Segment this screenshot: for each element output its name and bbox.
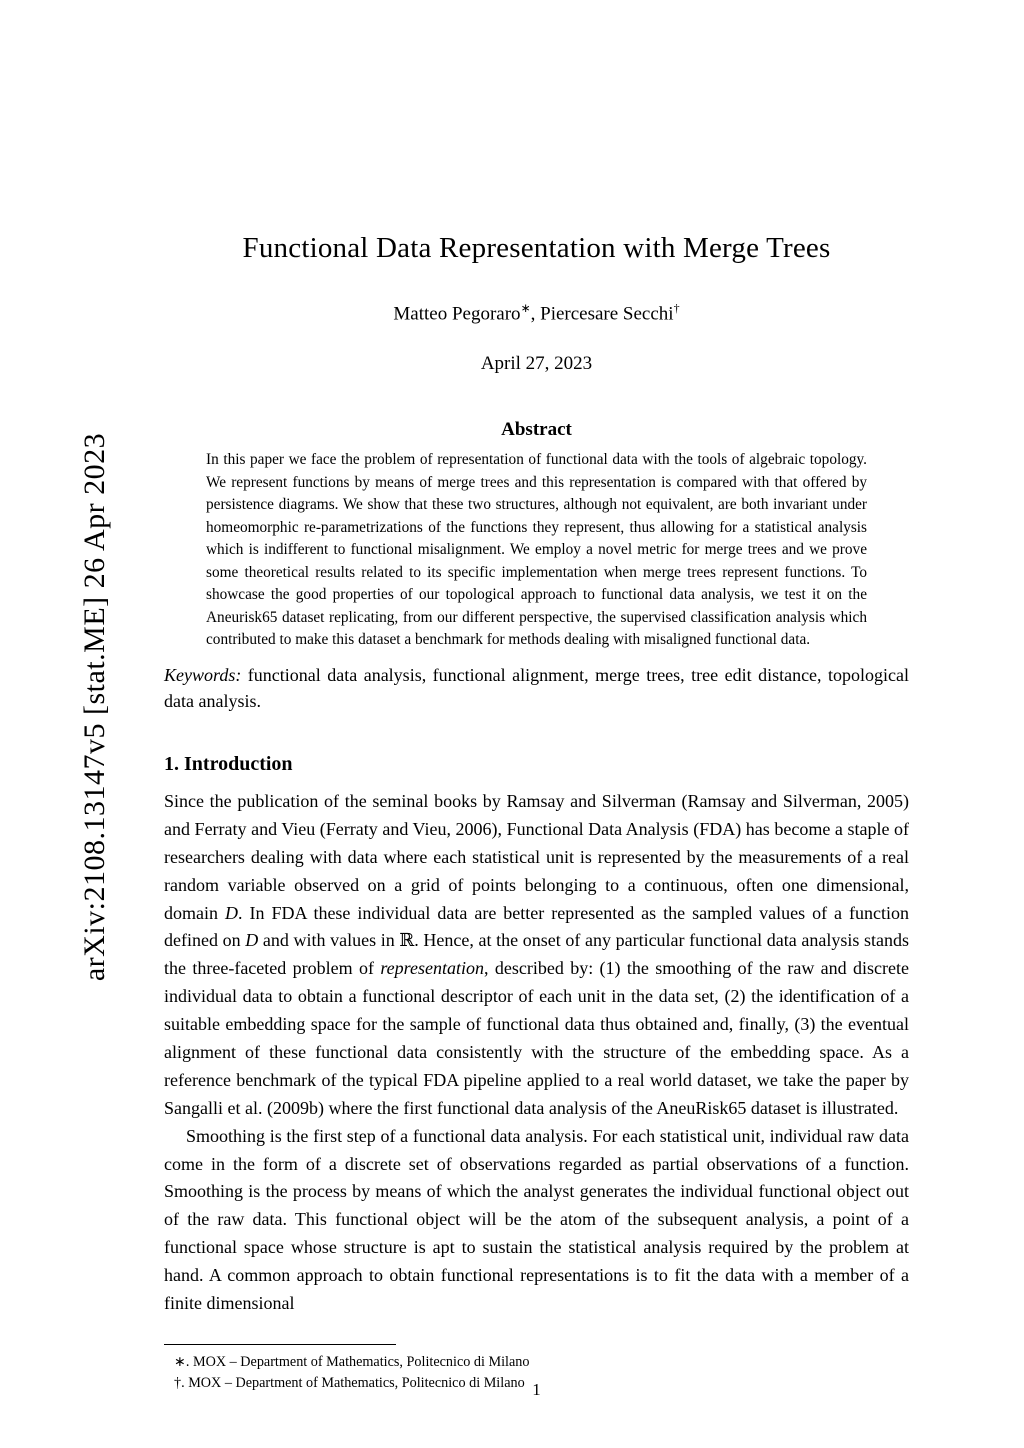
abstract-text: In this paper we face the problem of representation of functional data with the tools of algebraic topology. We represent functions by means of merge trees and this representation is compared with that offered by persistence diagrams. We show that these two structures, although not equivalent, are both invariant under homeomorphic re-parametrizations of the functions they represent, thus allowing for a statistical analysis which is indifferent to functional misalignment. We employ a novel metric for merge trees and we prove some theoretical results related to its specific implementation when merge trees represent functions. To showcase the good properties of our topological approach to functional data analysis, we test it on the Aneurisk65 dataset replicating, from our different perspective, the supervised classification analysis which contributed to make this dataset a benchmark for methods dealing with misaligned functional data.	[206, 451, 867, 649]
para1-real-numbers: ℝ	[399, 930, 415, 952]
keywords-label: Keywords:	[164, 664, 242, 685]
para2-text: Smoothing is the first step of a functional data analysis. For each statistical unit, individual raw data come in the form of a discrete set of observations regarded as partial observations of a function. Smoothing is the process by means of which the analyst generates the individual functional object out of the raw data. This functional object will be the atom of the subsequent analysis, a point of a functional space whose structure is apt to sustain the statistical analysis required by the problem at hand. A common approach to obtain functional representations is to fit the data with a member of a finite dimensional	[164, 1125, 909, 1313]
paragraph-intro-1	[164, 788, 909, 1123]
footnote-author-two: †. MOX – Department of Mathematics, Politecnico di Milano	[174, 1375, 525, 1392]
abstract-section	[206, 419, 867, 651]
para1-part-a: Since the publication of the seminal books by Ramsay and Silverman (Ramsay and Silverman, 2005) and Ferraty and Vieu (Ferraty and Vieu, 2006), Functional Data Analysis (FDA) has become a staple of researchers dealing with data where each statistical unit is represented by the measurements of a real random variable observed on a grid of points belonging to a continuous, often one dimensional, domain	[164, 790, 909, 923]
footnote-divider	[164, 1344, 396, 1345]
author-two-footnote-marker: †	[673, 301, 680, 315]
para1-domain-D: D	[224, 902, 238, 923]
abstract-heading: Abstract	[501, 419, 572, 441]
arxiv-identifier-stamp: arXiv:2108.13147v5 [stat.ME] 26 Apr 2023	[78, 432, 111, 982]
keywords-text: functional data analysis, functional alignment, merge trees, tree edit distance, topological data analysis.	[164, 664, 909, 712]
publication-date: April 27, 2023	[480, 353, 593, 375]
author-list	[164, 301, 909, 325]
paragraph-intro-2	[164, 1123, 909, 1318]
para1-part-b: . In FDA these individual data are better represented as the sampled values of a function defined on	[164, 902, 909, 951]
keywords-line	[164, 662, 909, 715]
page-title: Functional Data Representation with Merge Trees	[242, 232, 831, 264]
page-number: 1	[532, 1380, 541, 1399]
para1-part-e: , described by: (1) the smoothing of the raw and discrete individual data to obtain a functional descriptor of each unit in the data set, (2) the identification of a suitable embedding space for the sample of functional data thus obtained and, finally, (3) the eventual alignment of these functional data consistently with the structure of the embedding space. As a reference benchmark of the typical FDA pipeline applied to a real world dataset, we take the paper by Sangalli et al. (2009b) where the first functional data analysis of the AneuRisk65 dataset is illustrated.	[164, 958, 909, 1118]
author-one-footnote-marker: ∗	[520, 301, 531, 315]
para1-part-c: and with values in	[258, 930, 400, 951]
para1-term-representation: representation	[380, 958, 484, 979]
section-heading-introduction: 1. Introduction	[164, 752, 293, 775]
paper-page	[164, 0, 909, 1448]
footnote-author-one: ∗. MOX – Department of Mathematics, Politecnico di Milano	[174, 1353, 530, 1370]
author-two: , Piercesare Secchi	[530, 303, 674, 325]
author-one: Matteo Pegoraro	[393, 303, 521, 325]
para1-part-d: . Hence, at the onset of any particular functional data analysis stands the three-faceted problem of	[164, 930, 909, 979]
para1-domain-D2: D	[245, 930, 259, 951]
